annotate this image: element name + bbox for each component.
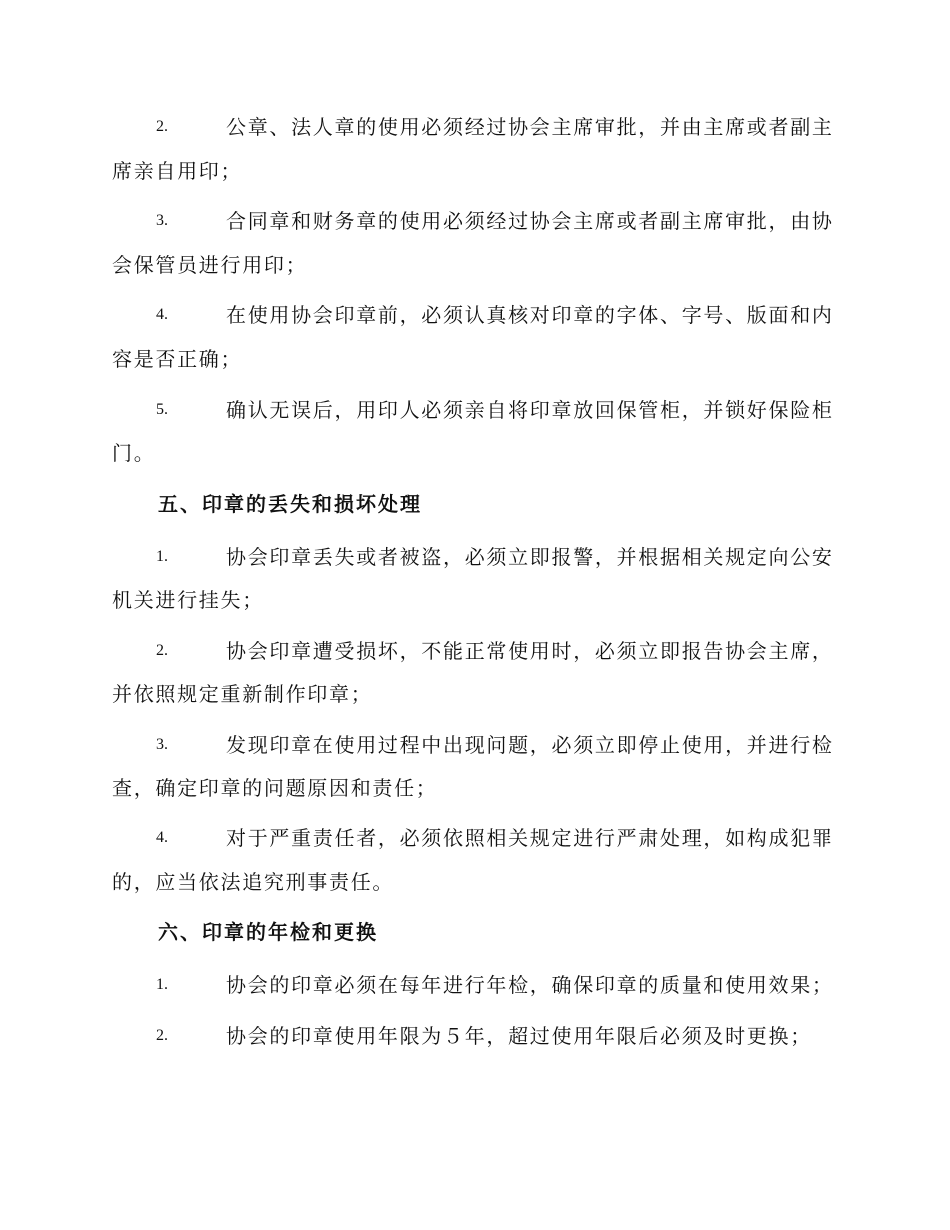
item-text-line: 协会印章遭受损坏，不能正常使用时，必须立即报告协会主席， xyxy=(226,639,834,663)
item-number: 4. xyxy=(156,306,168,323)
item-number: 2. xyxy=(156,118,168,135)
item-text-line: 在使用协会印章前，必须认真核对印章的字体、字号、版面和内 xyxy=(226,303,834,327)
item-text-line: 的，应当依法追究刑事责任。 xyxy=(112,870,395,894)
item-number: 1. xyxy=(156,976,168,993)
item-text-line: 查，确定印章的问题原因和责任； xyxy=(112,776,438,800)
item-number: 3. xyxy=(156,736,168,753)
item-text-line: 协会印章丢失或者被盗，必须立即报警，并根据相关规定向公安 xyxy=(226,545,834,569)
item-text-line: 发现印章在使用过程中出现问题，必须立即停止使用，并进行检 xyxy=(226,733,834,757)
section-heading: 五、印章的丢失和损坏处理 xyxy=(158,492,422,516)
item-text-line: 容是否正确； xyxy=(112,347,243,371)
item-number: 5. xyxy=(156,401,168,418)
item-text-line: 会保管员进行用印； xyxy=(112,253,308,277)
item-text-line: 合同章和财务章的使用必须经过协会主席或者副主席审批，由协 xyxy=(226,209,834,233)
item-number: 3. xyxy=(156,212,168,229)
item-number: 1. xyxy=(156,548,168,565)
item-text-line: 门。 xyxy=(112,441,156,465)
item-text-line: 席亲自用印； xyxy=(112,159,243,183)
item-number: 2. xyxy=(156,642,168,659)
item-number: 2. xyxy=(156,1027,168,1044)
item-text-line: 确认无误后，用印人必须亲自将印章放回保管柜，并锁好保险柜 xyxy=(226,398,834,422)
item-number: 4. xyxy=(156,829,168,846)
item-text-line: 协会的印章必须在每年进行年检，确保印章的质量和使用效果； xyxy=(226,973,834,997)
item-text-line: 机关进行挂失； xyxy=(112,588,264,612)
item-text-line: 公章、法人章的使用必须经过协会主席审批，并由主席或者副主 xyxy=(226,115,834,139)
item-text-line: 并依照规定重新制作印章； xyxy=(112,682,373,706)
section-heading: 六、印章的年检和更换 xyxy=(158,920,378,944)
item-text-line: 协会的印章使用年限为５年，超过使用年限后必须及时更换； xyxy=(226,1024,812,1048)
item-text-line: 对于严重责任者，必须依照相关规定进行严肃处理，如构成犯罪 xyxy=(226,826,834,850)
